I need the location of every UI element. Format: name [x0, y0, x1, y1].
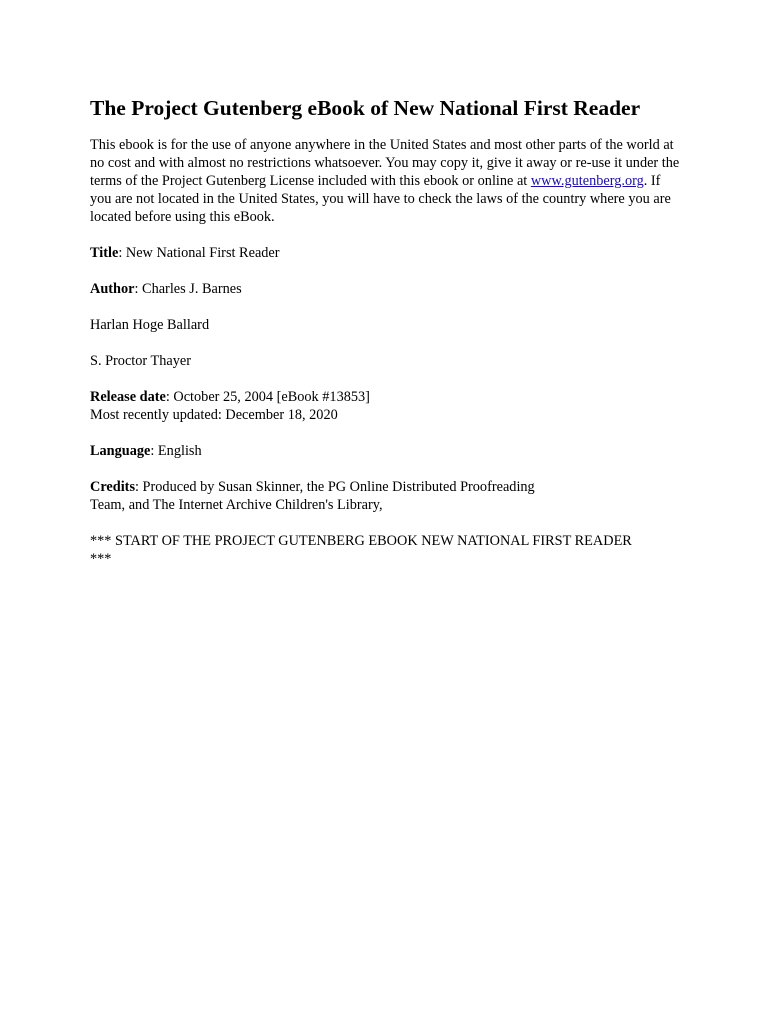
credits-field — [90, 478, 682, 514]
credits-label: Credits — [90, 479, 136, 495]
gutenberg-link[interactable]: www.gutenberg.org — [530, 173, 644, 189]
language-value: : English — [150, 443, 202, 459]
coauthor-2: S. Proctor Thayer — [90, 353, 191, 369]
author-label: Author — [90, 281, 135, 297]
start-marker-line-2: *** — [90, 551, 112, 567]
credits-line-2: Team, and The Internet Archive Children's Library, — [90, 497, 383, 513]
author-field — [90, 280, 682, 298]
intro-text-before-link: This ebook is for the use of anyone anywhere in the United States and most other parts of the world at no cost and with almost no restrictions whatsoever. You may copy it, give it away or re-use it under the terms of the Project Gutenberg License included with this ebook or online at — [90, 137, 680, 189]
intro-text-after-link: . If you are not located in the United States, you will have to check the laws of the country where you are located before using this eBook. — [90, 173, 671, 225]
language-field — [90, 442, 682, 460]
title-label: Title — [90, 245, 119, 261]
updated-date: Most recently updated: December 18, 2020 — [90, 407, 338, 423]
intro-paragraph — [90, 136, 682, 226]
title-field — [90, 244, 682, 262]
release-date-field — [90, 388, 682, 424]
release-date-label: Release date — [90, 389, 166, 405]
page-title: The Project Gutenberg eBook of New National First Reader — [90, 96, 641, 120]
credits-line-1: : Produced by Susan Skinner, the PG Online Distributed Proofreading — [135, 479, 535, 495]
title-value: : New National First Reader — [118, 245, 280, 261]
document-page — [90, 94, 682, 568]
coauthor-1: Harlan Hoge Ballard — [90, 317, 210, 333]
start-marker-line-1: *** START OF THE PROJECT GUTENBERG EBOOK NEW NATIONAL FIRST READER — [90, 533, 632, 549]
language-label: Language — [90, 443, 151, 459]
start-marker — [90, 532, 682, 568]
author-value: : Charles J. Barnes — [134, 281, 242, 297]
release-date-value: : October 25, 2004 [eBook #13853] — [165, 389, 370, 405]
